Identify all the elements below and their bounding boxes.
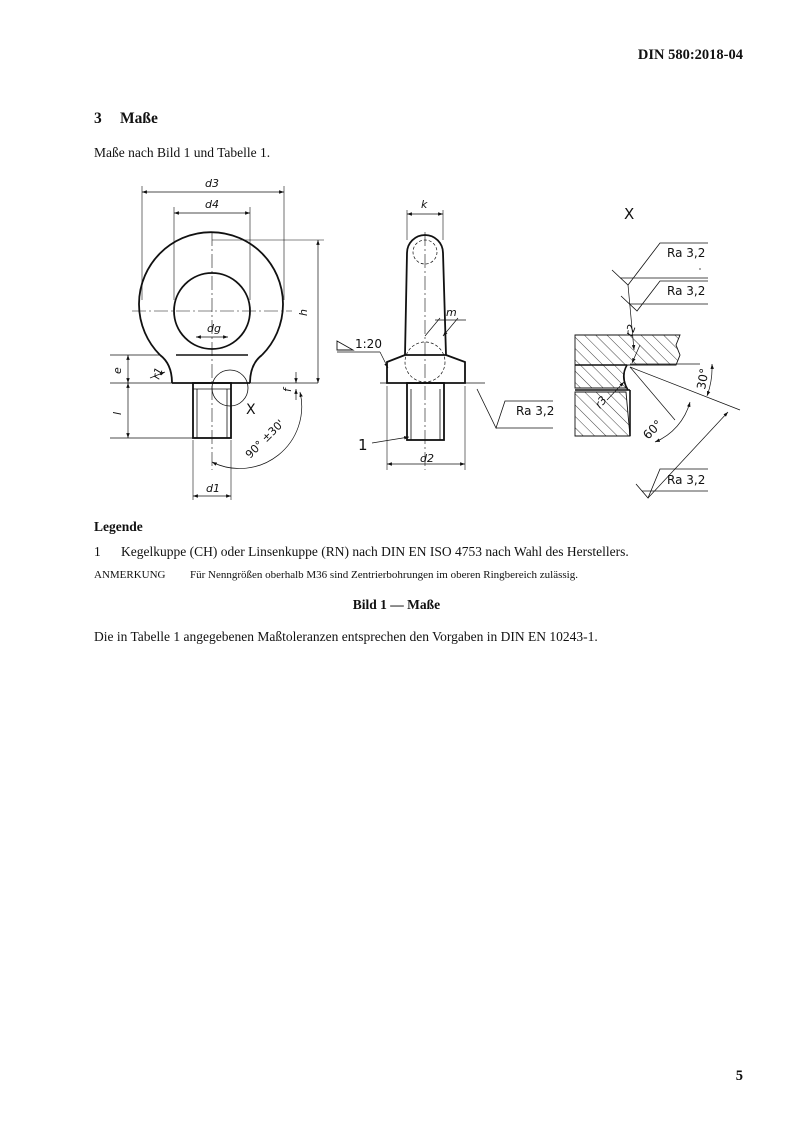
roughness-detail-1: Ra 3,2	[667, 246, 706, 260]
note	[94, 569, 578, 581]
label-l: l	[111, 411, 124, 415]
label-r1: r1	[149, 365, 166, 382]
roughness-side: Ra 3,2	[516, 404, 555, 418]
label-angle-60: 60°	[640, 417, 666, 443]
label-d3: d3	[205, 177, 219, 190]
label-r2: r2	[622, 322, 639, 339]
label-thread-angle: 90° ±30'	[242, 417, 287, 462]
label-angle-30: 30°	[694, 367, 712, 391]
label-k: k	[421, 198, 428, 211]
label-h: h	[297, 309, 310, 316]
page-number: 5	[735, 1068, 743, 1084]
label-d1: d1	[206, 482, 220, 495]
label-d2: d2	[420, 452, 434, 465]
label-f: f	[281, 388, 294, 392]
section-number: 3	[94, 110, 102, 127]
detail-marker-x: X	[246, 402, 256, 418]
side-view-labels	[355, 198, 554, 465]
roughness-detail-3: Ra 3,2	[667, 473, 706, 487]
callout-1: 1	[358, 436, 368, 454]
legend-item	[94, 544, 629, 560]
front-view-labels	[111, 177, 310, 495]
technical-drawing	[0, 170, 793, 510]
detail-x	[575, 243, 740, 498]
front-view	[110, 186, 324, 500]
section-heading	[94, 110, 158, 128]
label-r3: r3	[592, 393, 610, 411]
label-dg: dg	[207, 322, 221, 335]
legend-item-number: 1	[94, 544, 101, 559]
body-paragraph: Die in Tabelle 1 angegebenen Maßtoleranzen entsprechen den Vorgaben in DIN EN 10243-1.	[94, 629, 598, 644]
roughness-detail-2: Ra 3,2	[667, 284, 706, 298]
label-taper: 1:20	[355, 337, 382, 351]
label-m: m	[446, 306, 457, 319]
section-intro: Maße nach Bild 1 und Tabelle 1.	[94, 145, 271, 160]
label-e: e	[111, 367, 124, 374]
legend-title: Legende	[94, 519, 143, 534]
label-d4: d4	[205, 198, 219, 211]
detail-title-x: X	[624, 205, 635, 223]
note-label: ANMERKUNG	[94, 569, 166, 581]
document-id: DIN 580:2018-04	[637, 47, 743, 63]
section-title: Maße	[120, 110, 158, 127]
figure-caption: Bild 1 — Maße	[352, 597, 441, 612]
legend-item-text: Kegelkuppe (CH) oder Linsenkuppe (RN) nach DIN EN ISO 4753 nach Wahl des Herstellers.	[121, 544, 629, 559]
note-text: Für Nenngrößen oberhalb M36 sind Zentrierbohrungen im oberen Ringbereich zulässig.	[190, 569, 578, 581]
